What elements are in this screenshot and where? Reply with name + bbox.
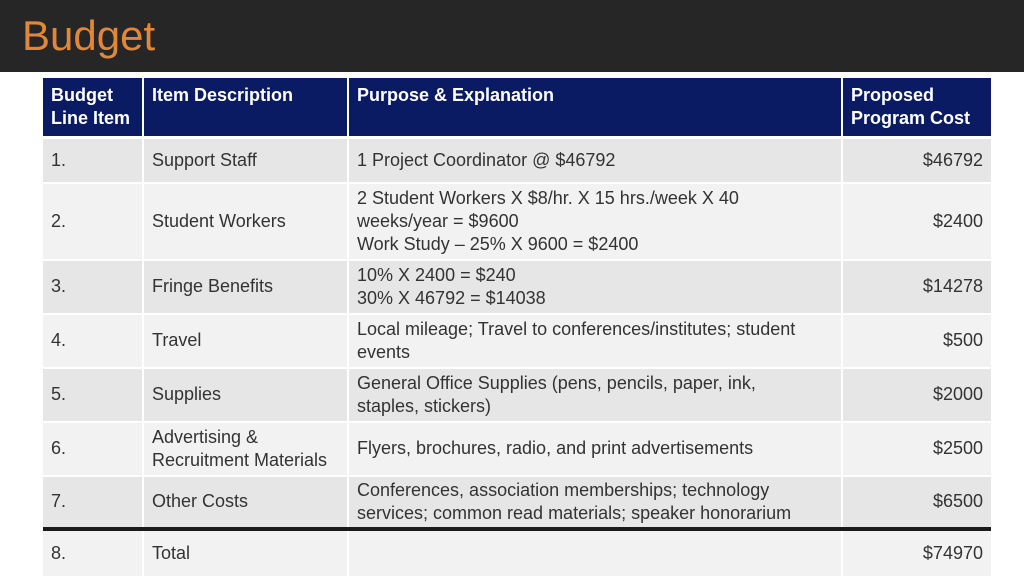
- purpose-line: services; common read materials; speaker honorarium: [357, 502, 792, 523]
- cell-line: 1.: [43, 138, 143, 183]
- purpose-line: Conferences, association memberships; technology: [357, 479, 770, 500]
- table-row: [43, 260, 991, 314]
- header-purpose: Purpose & Explanation: [348, 78, 842, 138]
- header-cost: Proposed Program Cost: [842, 78, 991, 138]
- purpose-line: weeks/year = $9600: [357, 210, 519, 231]
- cell-purpose: [348, 476, 842, 529]
- header-item-description: Item Description: [143, 78, 348, 138]
- cell-item: Travel: [143, 314, 348, 368]
- purpose-line: Local mileage; Travel to conferences/institutes; student: [357, 318, 796, 339]
- cell-line: 6.: [43, 422, 143, 476]
- purpose-line: 2 Student Workers X $8/hr. X 15 hrs./week X 40: [357, 187, 739, 208]
- cell-purpose: [348, 138, 842, 183]
- purpose-line: 1 Project Coordinator @ $46792: [357, 149, 616, 170]
- purpose-line: staples, stickers): [357, 395, 492, 416]
- cell-cost: $46792: [842, 138, 991, 183]
- cell-item: Fringe Benefits: [143, 260, 348, 314]
- cell-cost: $14278: [842, 260, 991, 314]
- purpose-line: events: [357, 341, 411, 362]
- title-bar: [0, 0, 1024, 72]
- cell-item: Total: [143, 529, 348, 577]
- cell-cost: $500: [842, 314, 991, 368]
- purpose-line: 10% X 2400 = $240: [357, 264, 516, 285]
- table-row: [43, 476, 991, 529]
- cell-cost: $74970: [842, 529, 991, 577]
- cell-purpose: [348, 314, 842, 368]
- cell-item: Advertising & Recruitment Materials: [143, 422, 348, 476]
- cell-purpose: [348, 260, 842, 314]
- table-row: [43, 314, 991, 368]
- total-row: [43, 529, 991, 577]
- cell-cost: $2500: [842, 422, 991, 476]
- cell-line: 4.: [43, 314, 143, 368]
- cell-cost: $6500: [842, 476, 991, 529]
- cell-purpose: [348, 183, 842, 260]
- cell-line: 3.: [43, 260, 143, 314]
- table-row: [43, 138, 991, 183]
- budget-table: [43, 78, 991, 578]
- cell-line: 7.: [43, 476, 143, 529]
- table-row: [43, 368, 991, 422]
- cell-purpose: [348, 529, 842, 577]
- cell-item: Supplies: [143, 368, 348, 422]
- cell-item: Student Workers: [143, 183, 348, 260]
- cell-cost: $2000: [842, 368, 991, 422]
- cell-item: Other Costs: [143, 476, 348, 529]
- purpose-line: General Office Supplies (pens, pencils, paper, ink,: [357, 372, 756, 393]
- slide-title: Budget: [22, 12, 156, 59]
- cell-item: Support Staff: [143, 138, 348, 183]
- table-row: [43, 422, 991, 476]
- cell-line: 5.: [43, 368, 143, 422]
- purpose-line: Flyers, brochures, radio, and print advertisements: [357, 438, 754, 458]
- header-row: [43, 78, 991, 138]
- header-line-item: Budget Line Item: [43, 78, 143, 138]
- purpose-line: 30% X 46792 = $14038: [357, 287, 546, 308]
- table-row: [43, 183, 991, 260]
- cell-purpose: [348, 368, 842, 422]
- cell-cost: $2400: [842, 183, 991, 260]
- cell-line: 8.: [43, 529, 143, 577]
- purpose-line: Work Study – 25% X 9600 = $2400: [357, 233, 639, 254]
- cell-line: 2.: [43, 183, 143, 260]
- cell-purpose: [348, 422, 842, 476]
